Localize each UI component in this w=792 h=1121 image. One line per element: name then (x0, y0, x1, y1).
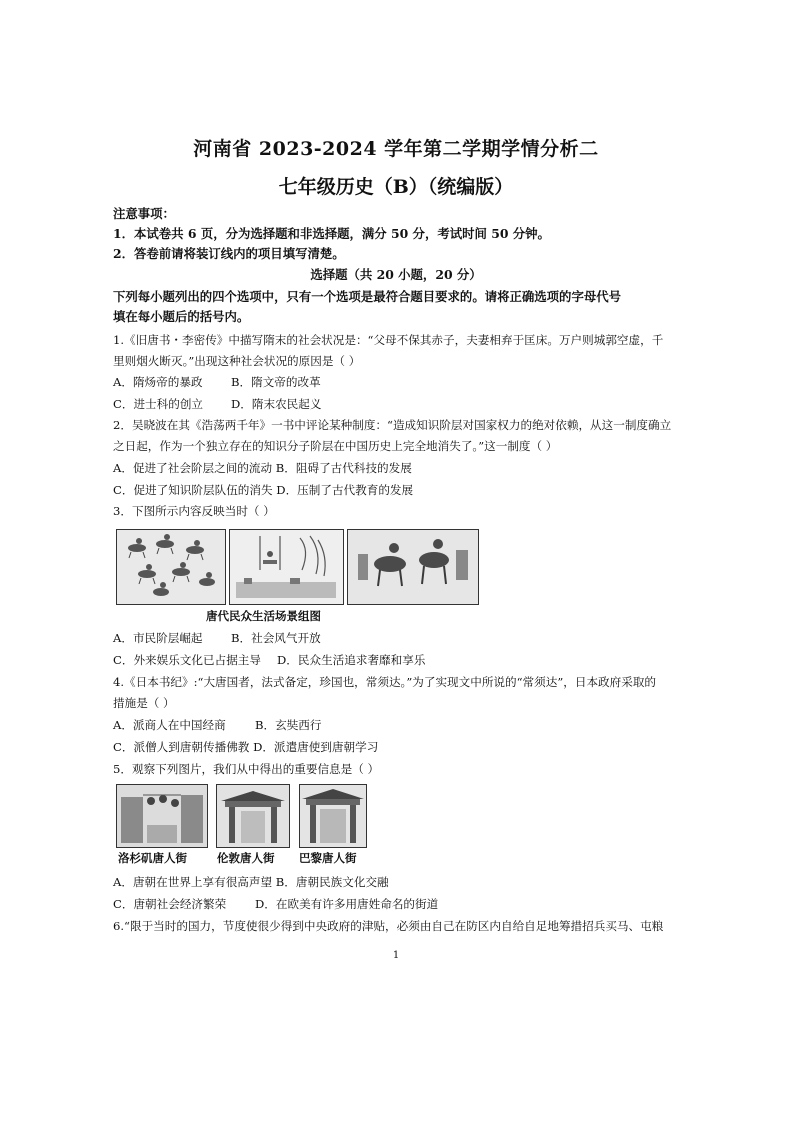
q4-stem-line2: 措施是（ ） (113, 696, 175, 710)
q2-stem-line2: 之日起，作为一个独立存在的知识分子阶层在中国历史上完全地消失了。”这一制度（ ） (113, 439, 558, 453)
page-number: 1 (392, 950, 400, 961)
q3-option-b[interactable]: B．社会风气开放 (231, 631, 321, 645)
q3-image-swing-scene (229, 529, 344, 605)
q5-image-london-chinatown (216, 784, 290, 848)
q1-option-b[interactable]: B．隋文帝的改革 (231, 375, 321, 389)
q3-option-c[interactable]: C．外来娱乐文化已占据主导 (113, 653, 261, 667)
q1-option-a[interactable]: A．隋炀帝的暴政 (113, 375, 203, 389)
q1-options-row1 (113, 374, 321, 390)
q3-image-horse-riders (347, 529, 479, 605)
q3-options-row1 (113, 630, 321, 646)
q5-image-paris-chinatown (299, 784, 367, 848)
q5-image-los-angeles-chinatown (116, 784, 208, 848)
exam-title: 河南省 2023-2024 学年第二学期学情分析二 (193, 138, 599, 160)
q4-options-row1 (113, 717, 322, 733)
q3-option-a[interactable]: A．市民阶层崛起 (113, 631, 203, 645)
q5-caption-london: 伦敦唐人街 (217, 851, 275, 865)
q5-option-d[interactable]: D．在欧美有许多用唐姓命名的街道 (255, 897, 439, 911)
q5-stem: 5．观察下列图片，我们从中得出的重要信息是（ ） (113, 762, 380, 776)
notice-item-2: 2．答卷前请将装订线内的项目填写清楚。 (113, 246, 345, 261)
section-instruction-2: 填在每小题后的括号内。 (113, 309, 250, 324)
q2-option-cd[interactable]: C．促进了知识阶层队伍的消失 D．压制了古代教育的发展 (113, 483, 414, 497)
q5-caption-los-angeles: 洛杉矶唐人街 (118, 851, 187, 865)
q3-stem: 3．下图所示内容反映当时（ ） (113, 504, 275, 518)
section-instruction-1: 下列每小题列出的四个选项中，只有一个选项是最符合题目要求的。请将正确选项的字母代号 (113, 289, 622, 304)
q4-option-cd[interactable]: C．派僧人到唐朝传播佛教 D．派遣唐使到唐朝学习 (113, 740, 379, 754)
section-title: 选择题（共 20 小题，20 分） (310, 267, 482, 282)
q3-image-polo-players (116, 529, 226, 605)
q1-stem-line1: 1.《旧唐书・李密传》中描写隋末的社会状况是：“父母不保其赤子，夫妻相弃于匡床。万户则城郭空虚，千 (113, 333, 664, 347)
q5-option-ab[interactable]: A．唐朝在世界上享有很高声望 B．唐朝民族文化交融 (113, 875, 389, 889)
exam-subtitle: 七年级历史（B）（统编版） (278, 176, 514, 198)
q1-stem-line2: 里则烟火断灭。”出现这种社会状况的原因是（ ） (113, 354, 361, 368)
q1-options-row2 (113, 396, 321, 412)
q5-option-c[interactable]: C．唐朝社会经济繁荣 (113, 897, 227, 911)
notice-item-1: 1．本试卷共 6 页，分为选择题和非选择题，满分 50 分，考试时间 50 分钟。 (113, 226, 550, 241)
q4-stem-line1: 4.《日本书纪》:“大唐国者，法式备定，珍国也，常须达。”为了实现文中所说的“常须达”，日本政府采取的 (113, 675, 657, 689)
q4-option-b[interactable]: B．玄奘西行 (255, 718, 322, 732)
q5-options-row2 (113, 896, 438, 912)
q1-option-c[interactable]: C．进士科的创立 (113, 397, 204, 411)
q3-figure-caption: 唐代民众生活场景组图 (206, 609, 321, 623)
q2-option-ab[interactable]: A．促进了社会阶层之间的流动 B．阻碍了古代科技的发展 (113, 461, 412, 475)
q6-stem-line1: 6.“限于当时的国力，节度使很少得到中央政府的津贴，必须由自己在防区内自给自足地筹措招兵买马、屯粮 (113, 919, 664, 933)
q5-caption-paris: 巴黎唐人街 (299, 851, 357, 865)
q3-option-d[interactable]: D．民众生活追求奢靡和享乐 (277, 653, 426, 667)
q4-option-a[interactable]: A．派商人在中国经商 (113, 718, 226, 732)
q3-options-row2 (113, 652, 425, 668)
q2-stem-line1: 2．吴晓波在其《浩荡两千年》一书中评论某种制度：“造成知识阶层对国家权力的绝对依赖，从这一制度确立 (113, 418, 672, 432)
q1-option-d[interactable]: D．隋末农民起义 (231, 397, 322, 411)
notice-heading: 注意事项： (113, 206, 175, 221)
